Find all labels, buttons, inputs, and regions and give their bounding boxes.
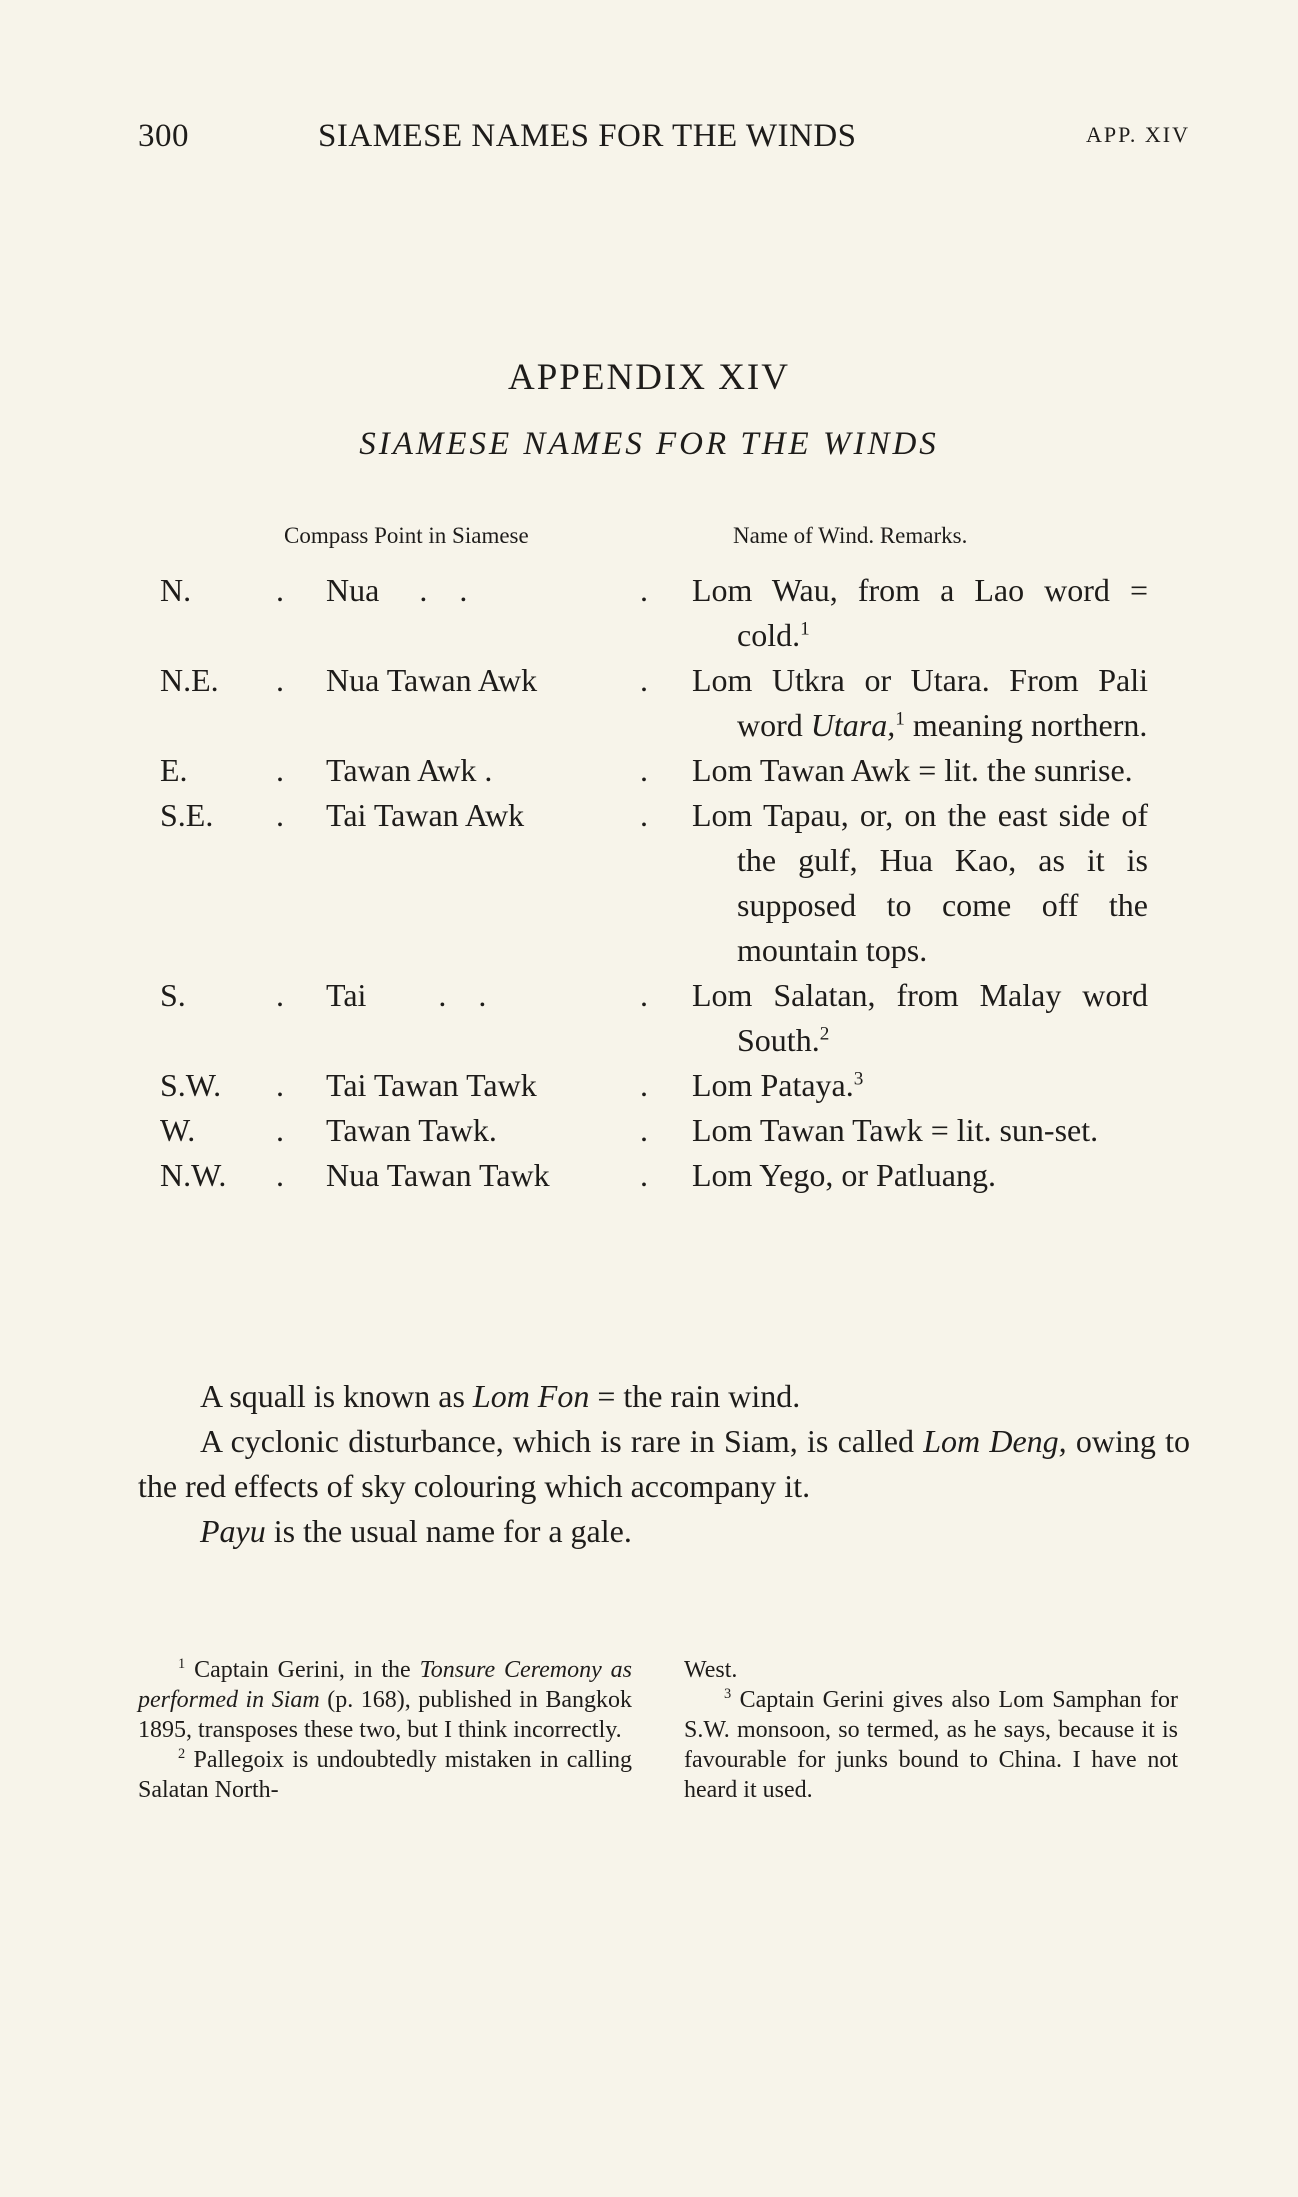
table-row bbox=[160, 1108, 1200, 1153]
column-header-wind-name: Name of Wind. Remarks. bbox=[733, 523, 968, 548]
appendix-subtitle: SIAMESE NAMES FOR THE WINDS bbox=[359, 426, 939, 462]
column-header-compass: Compass Point in Siamese bbox=[284, 523, 529, 548]
footnote-marker: 1 bbox=[895, 708, 905, 730]
table-row bbox=[160, 793, 1200, 973]
footnote-marker: 1 bbox=[800, 618, 810, 640]
siamese-compass-point: Tawan Awk . bbox=[326, 752, 493, 788]
appendix-title: APPENDIX XIV bbox=[508, 357, 790, 398]
wind-remark: Lom Tawan Tawk = lit. sun-set. bbox=[692, 1112, 1099, 1148]
appendix-reference: APP. XIV bbox=[1085, 122, 1190, 147]
leader-dot: . bbox=[276, 752, 284, 788]
wind-remark: Lom Wau, from a Lao word = cold.$^1$ bbox=[692, 572, 1148, 653]
wind-remark: Lom Salatan, from Malay word South.$^2$ bbox=[692, 977, 1148, 1058]
compass-abbreviation: N. bbox=[160, 572, 192, 608]
leader-dot: . bbox=[640, 1157, 648, 1193]
paragraph: Payu is the usual name for a gale. bbox=[200, 1513, 632, 1549]
footnote-3: $^3$ Captain Gerini gives also Lom Samphan for S.W. monsoon, so termed, as he says, because it is favourable for junks bound to China. I have not heard it used. bbox=[684, 1686, 1179, 1803]
page-number: 300 bbox=[138, 118, 189, 154]
wind-remark: Lom Pataya.$^3$ bbox=[692, 1067, 864, 1103]
footnote-marker: 3 bbox=[853, 1068, 864, 1090]
wind-remark: Lom Utkra or Utara. From Pali word Utara,$^1$ meaning northern. bbox=[692, 662, 1148, 743]
body-text bbox=[138, 1374, 1190, 1554]
compass-abbreviation: N.W. bbox=[160, 1157, 227, 1193]
footnote-column-left bbox=[138, 1655, 632, 1805]
wind-remark: Lom Tawan Awk = lit. the sunrise. bbox=[692, 752, 1133, 788]
footnote-2: $^2$ Pallegoix is undoubtedly mistaken in calling Salatan North- bbox=[138, 1746, 633, 1803]
footnote-1: $^1$ Captain Gerini, in the Tonsure Ceremony as performed in Siam (p. 168), published in Bangkok 1895, transposes these two, but I think incorrectly. bbox=[138, 1656, 633, 1743]
wind-table bbox=[160, 568, 1200, 1198]
siamese-compass-point: Tai Tawan Tawk bbox=[326, 1067, 537, 1103]
compass-abbreviation: W. bbox=[160, 1112, 196, 1148]
table-row bbox=[160, 748, 1200, 793]
leader-dot: . bbox=[640, 1067, 648, 1103]
leader-dot: . bbox=[640, 977, 648, 1013]
running-head bbox=[138, 118, 1190, 162]
compass-abbreviation: N.E. bbox=[160, 662, 219, 698]
leader-dot: . bbox=[276, 797, 284, 833]
siamese-compass-point: Tai . . bbox=[326, 977, 487, 1013]
table-row bbox=[160, 973, 1200, 1063]
leader-dot: . bbox=[276, 977, 284, 1013]
leader-dot: . bbox=[640, 1112, 648, 1148]
leader-dot: . bbox=[640, 797, 648, 833]
table-row bbox=[160, 1063, 1200, 1108]
paragraph: A squall is known as Lom Fon = the rain wind. bbox=[200, 1378, 801, 1414]
paragraph: A cyclonic disturbance, which is rare in Siam, is called Lom Deng, owing to the red effects of sky colouring which accompany it. bbox=[138, 1423, 1191, 1504]
footnote-column-right bbox=[684, 1655, 1178, 1805]
leader-dot: . bbox=[276, 662, 284, 698]
compass-abbreviation: S. bbox=[160, 977, 186, 1013]
footnote-2-continued: West. bbox=[684, 1657, 738, 1683]
leader-dot: . bbox=[276, 1157, 284, 1193]
footnote-marker: 2 bbox=[819, 1023, 830, 1045]
leader-dot: . bbox=[640, 572, 648, 608]
running-title: SIAMESE NAMES FOR THE WINDS bbox=[318, 118, 857, 154]
wind-remark: Lom Yego, or Patluang. bbox=[692, 1157, 996, 1193]
compass-abbreviation: S.W. bbox=[160, 1067, 222, 1103]
compass-abbreviation: S.E. bbox=[160, 797, 214, 833]
leader-dot: . bbox=[640, 662, 648, 698]
siamese-compass-point: Tai Tawan Awk bbox=[326, 797, 525, 833]
table-row bbox=[160, 1153, 1200, 1198]
compass-abbreviation: E. bbox=[160, 752, 188, 788]
leader-dot: . bbox=[276, 1067, 284, 1103]
leader-dot: . bbox=[276, 572, 284, 608]
siamese-compass-point: Tawan Tawk. bbox=[326, 1112, 497, 1148]
leader-dot: . bbox=[640, 752, 648, 788]
siamese-compass-point: Nua Tawan Tawk bbox=[326, 1157, 550, 1193]
siamese-compass-point: Nua . . bbox=[326, 572, 468, 608]
siamese-compass-point: Nua Tawan Awk bbox=[326, 662, 538, 698]
leader-dot: . bbox=[276, 1112, 284, 1148]
table-row bbox=[160, 568, 1200, 658]
table-row bbox=[160, 658, 1200, 748]
wind-remark: Lom Tapau, or, on the east side of the gulf, Hua Kao, as it is supposed to come off the mountain tops. bbox=[692, 797, 1148, 968]
